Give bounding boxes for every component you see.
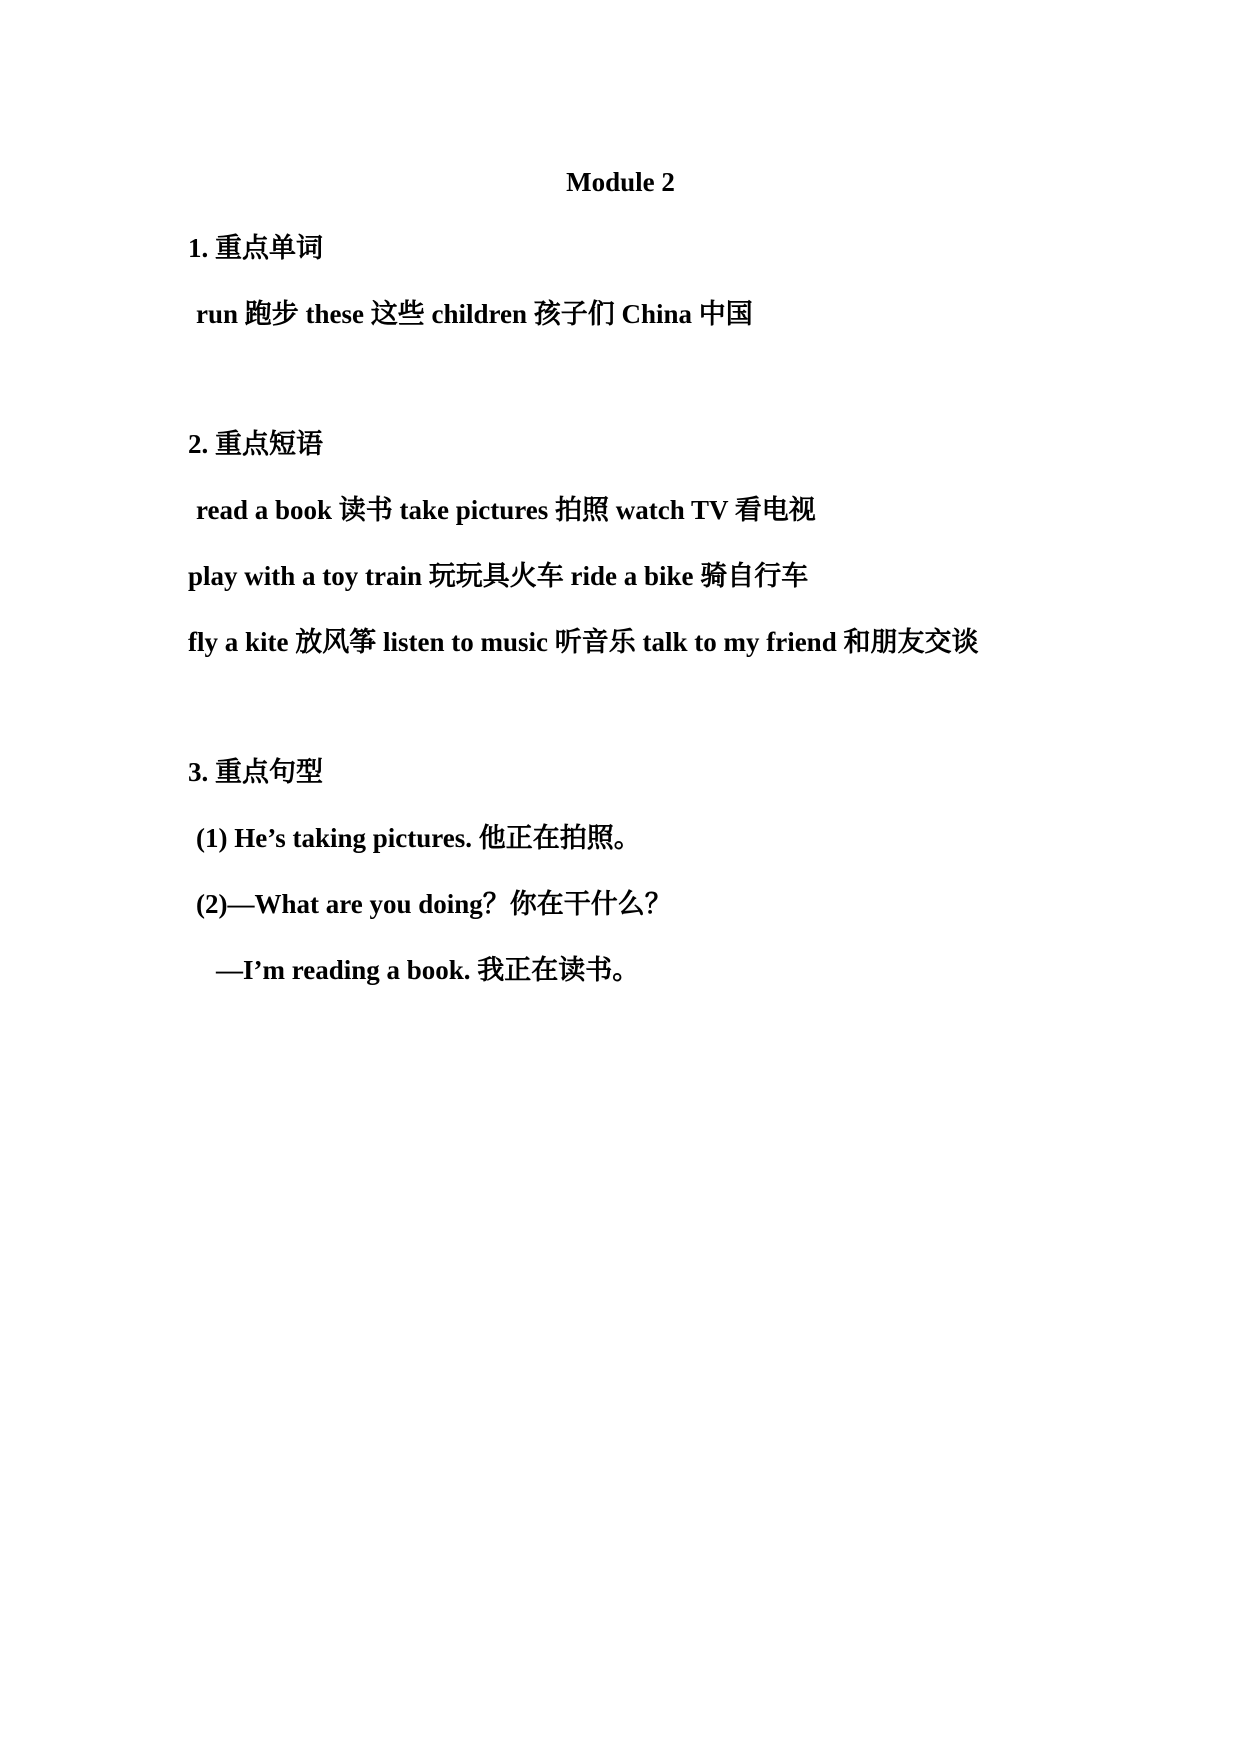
section-heading-words: 1. 重点单词 [188, 233, 323, 263]
section-heading-sentences: 3. 重点句型 [188, 757, 323, 787]
phrases-line-2: play with a toy train 玩玩具火车 ride a bike 骑自行车 [188, 561, 809, 591]
phrases-line-3: fly a kite 放风筝 listen to music 听音乐 talk to my friend 和朋友交谈 [188, 627, 979, 657]
sentence-line-1: (1) He’s taking pictures. 他正在拍照。 [196, 823, 641, 853]
phrases-line-1: read a book 读书 take pictures 拍照 watch TV 看电视 [196, 495, 816, 525]
section-heading-phrases: 2. 重点短语 [188, 429, 323, 459]
document-title: Module 2 [566, 167, 675, 197]
words-line: run 跑步 these 这些 children 孩子们 China 中国 [196, 299, 753, 329]
sentence-line-2: (2)—What are you doing？你在干什么？ [196, 889, 672, 919]
sentence-line-3: —I’m reading a book. 我正在读书。 [216, 955, 640, 985]
